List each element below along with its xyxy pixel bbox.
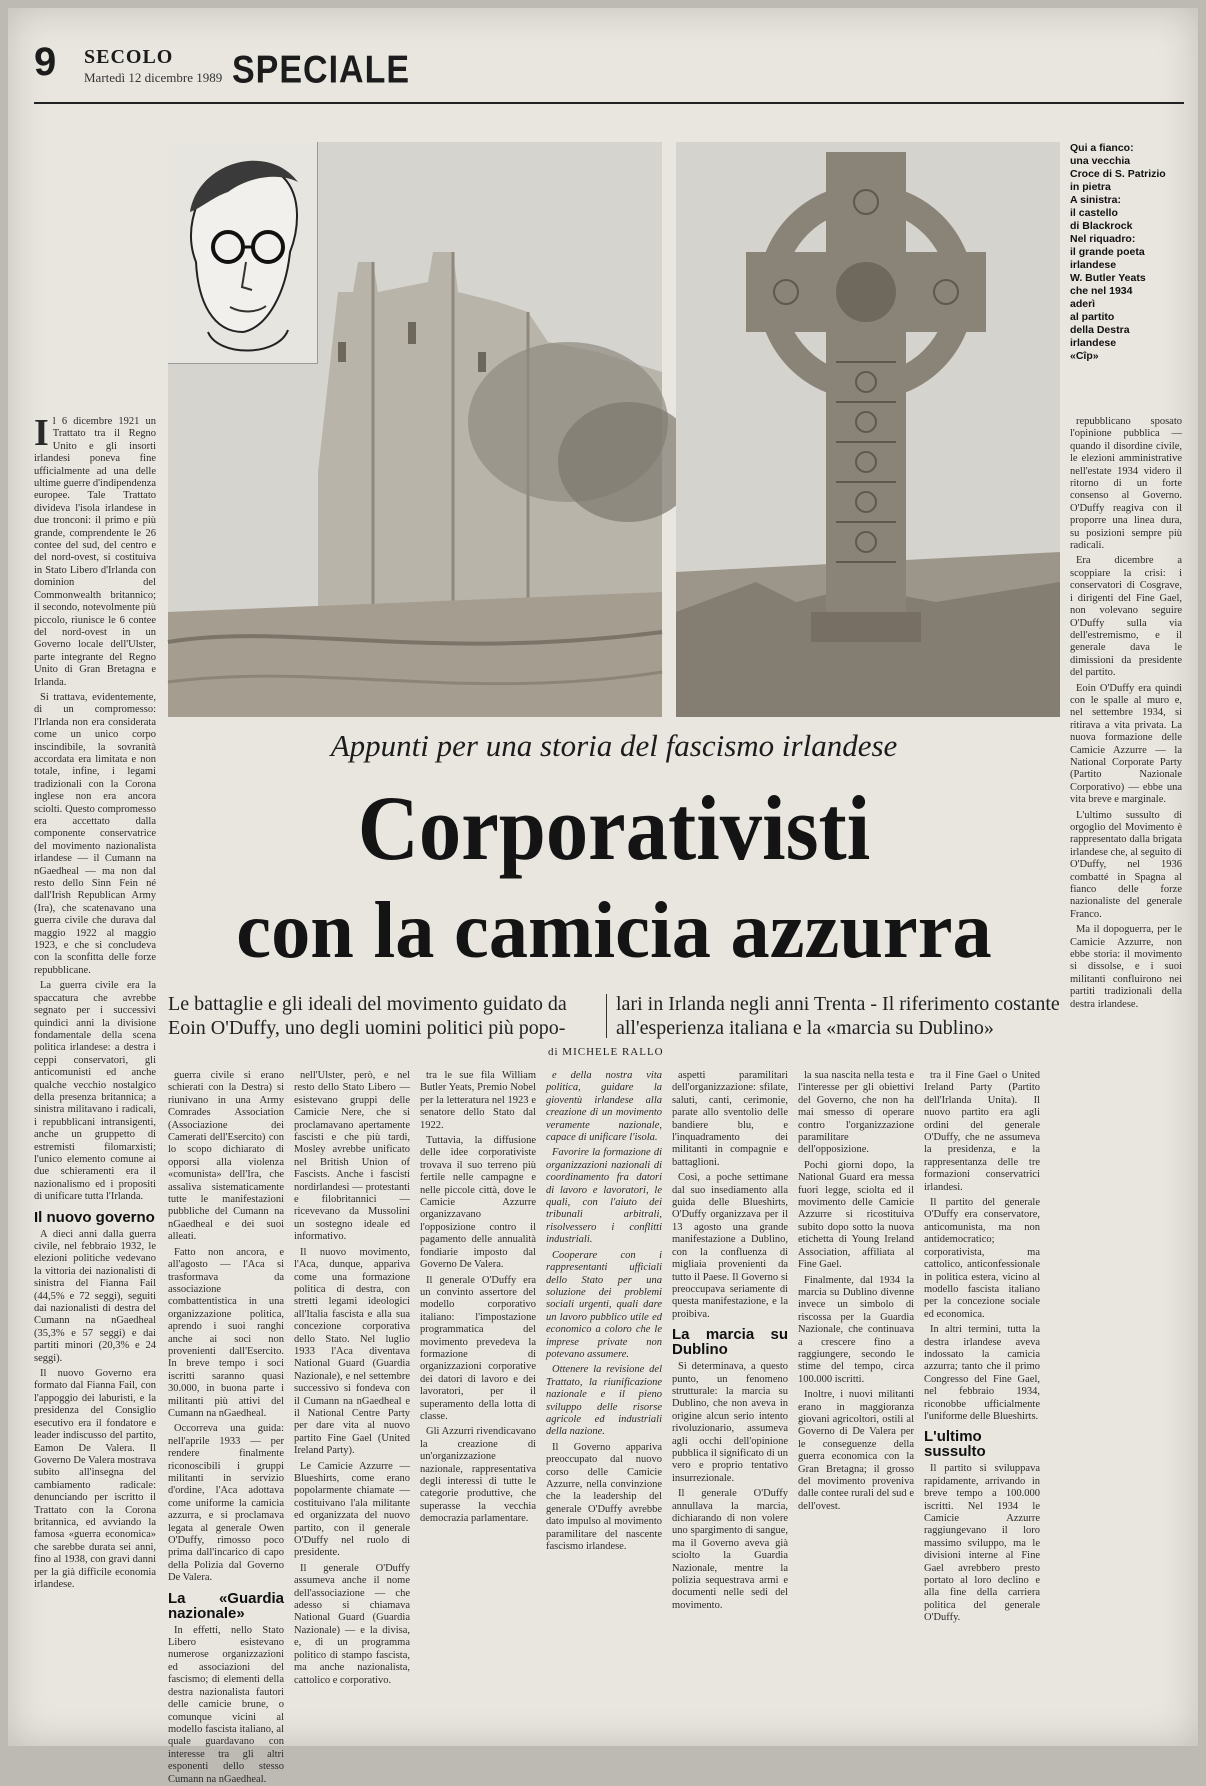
paragraph: Eoin O'Duffy era quindi con le spalle al muro e, nel settembre 1934, si ritirava a vita privata. La nuova formazione delle Camicie Azzurre — la National Corporate Party (Partito Nazionale Corporativo) — ebbe una vita breve e marginale. bbox=[1070, 682, 1182, 806]
caption-line: Qui a fianco: bbox=[1070, 142, 1134, 154]
caption-line: il castello bbox=[1070, 207, 1118, 219]
celtic-cross-photo bbox=[676, 142, 1060, 717]
masthead bbox=[34, 40, 1184, 110]
article-column-8 bbox=[924, 1070, 1040, 1726]
paragraph: Cooperare con i rappresentanti ufficiali dello Stato per una soluzione dei problemi sociali urgenti, quali dare un lavoro pubblico utile ed economico a coloro che le imprese private non potevano assumere. bbox=[546, 1249, 662, 1360]
caption-line: aderì bbox=[1070, 298, 1096, 310]
article-column-4 bbox=[420, 1070, 536, 1726]
paragraph: Inoltre, i nuovi militanti erano in maggioranza giovani agricoltori, ostili al Governo di De Valera per le conseguenze della guerra economica con la Gran Bretagna; il grosso del movimento proveniva dalle contee rurali del sud e dell'ovest. bbox=[798, 1389, 914, 1512]
headline-line-2: con la camicia azzurra bbox=[236, 887, 992, 975]
paragraph: la sua nascita nella testa e l'interesse per gli obiettivi del Governo, che non ha mai smesso di operare contro l'organizzazione paramilitare dell'opposizione. bbox=[798, 1070, 914, 1156]
paragraph: guerra civile si erano schierati con la Destra) si riunivano in una Army Comrades Association (Associazione dei Camerati dell'Esercito) con lo scopo dichiarato di opporsi alla violenza «comunista» dell'Ira, che assaliva sistematicamente tutte le manifestazioni pubbliche del Cumann na nGaedheal e dei suoi alleati. bbox=[168, 1070, 284, 1243]
article-column-1 bbox=[34, 412, 157, 1726]
paragraph: Il partito del generale O'Duffy era conservatore, anticomunista, ma non antidemocratico; corporativista, ma cattolico, anticonfessionale in politica estera, vicino al modello fascista italiano per la concezione sociale ed economica. bbox=[924, 1197, 1040, 1320]
paragraph: Il generale O'Duffy assumeva anche il nome dell'associazione — che adesso si chiamava National Guard (Guardia Nazionale) — e la divisa, e, di un programma politico di stampo fascista, ma anche nazionalista, cattolico e corporativo. bbox=[294, 1562, 410, 1686]
paragraph: Fatto non ancora, e all'agosto — l'Aca si trasformava da associazione combattentistica in una organizzazione politica, aprendo i suoi ranghi anche ai soci non provenienti dall'Esercito. In breve tempo i soci iscritti saranno quasi 30.000, in buona parte i militanti più attivi del Cumann na nGaedheal. bbox=[168, 1246, 284, 1419]
paragraph: Si determinava, a questo punto, un fenomeno strutturale: la marcia su Dublino, che non aveva in origine alcun serio intento rivoluzionario, assumeva agli occhi dell'opinione pubblica il significato di un vero e proprio tentativo insurrezionale. bbox=[672, 1361, 788, 1484]
paragraph: repubblicano sposato l'opinione pubblica — quando il disordine civile, le elezioni amministrative nell'estate 1934 videro il ritorno di un forte consenso al Governo. O'Duffy reagiva con il proporre una linea dura, su posizioni sempre più radicali. bbox=[1070, 416, 1182, 552]
paragraph: Ottenere la revisione del Trattato, la riunificazione nazionale e il pieno sviluppo delle risorse agricole ed industriali della nazione. bbox=[546, 1364, 662, 1438]
caption-line: una vecchia bbox=[1070, 155, 1131, 167]
caption-line: W. Butler Yeats bbox=[1070, 272, 1146, 284]
top-rule bbox=[34, 102, 1184, 104]
paragraph: A dieci anni dalla guerra civile, nel febbraio 1932, le elezioni politiche vedevano la vittoria dei nazionalisti di sinistra del Fianna Fail (44,5% e 72 seggi), seguiti dai nazionalisti di destra del Cumann na nGaedheal (35,3% e 57 seggi) e dai partiti minori (20,3% e 24 seggi). bbox=[34, 1228, 156, 1364]
byline: di MICHELE RALLO bbox=[548, 1046, 664, 1058]
paragraph: Ma il dopoguerra, per le Camicie Azzurre, non ebbe storia: il movimento si dissolse, e i suoi militanti confluirono nei partiti tradizionali della destra irlandese. bbox=[1070, 924, 1182, 1010]
portrait-illustration bbox=[168, 142, 318, 364]
article-column-9 bbox=[1070, 416, 1182, 1726]
caption-line: irlandese bbox=[1070, 259, 1117, 271]
drop-cap: I bbox=[34, 412, 49, 454]
caption-line: irlandese bbox=[1070, 337, 1117, 349]
subheadline-right: lari in Irlanda negli anni Trenta - Il riferimento costante all'esperienza italiana e la «marcia su Dublino» bbox=[616, 993, 1060, 1039]
article-column-5 bbox=[546, 1070, 662, 1726]
caption-line: di Blackrock bbox=[1070, 220, 1133, 232]
paragraph: Il generale O'Duffy era un convinto assertore del modello corporativo italiano: l'impostazione programmatica del movimento prevedeva la formazione di organizzazioni corporative dei datori di lavoro e dei lavoratori, per il superamento della lotta di classe. bbox=[420, 1274, 536, 1422]
paragraph: Il partito si sviluppava rapidamente, arrivando in breve tempo a 100.000 iscritti. Nel 1934 le Camicie Azzurre raggiungevano il loro massimo sviluppo, ma le divisioni interne al Fine Gael avrebbero presto portato al loro declino e alla fine della carriera politica del generale O'Duffy. bbox=[924, 1463, 1040, 1624]
section-subheading: Il nuovo governo bbox=[34, 1208, 155, 1226]
paragraph: e della nostra vita politica, guidare la gioventù irlandese alla creazione di un movimento veramente nazionale, capace di unificare l'isola. bbox=[546, 1070, 662, 1144]
yeats-portrait bbox=[168, 142, 318, 364]
article-column-2 bbox=[168, 1070, 284, 1785]
article-column-7 bbox=[798, 1070, 914, 1726]
caption-line: A sinistra: bbox=[1070, 194, 1121, 206]
paragraph: L'ultimo sussulto di orgoglio del Movimento è rappresentato dalla brigata irlandese che, al seguito di O'Duffy, nel 1936 combatté in Spagna al fianco delle forze nazionaliste del generale Franco. bbox=[1070, 809, 1182, 920]
section-title: SPECIALE bbox=[232, 48, 411, 92]
paragraph: Si trattava, evidentemente, di un compromesso: l'Irlanda non era considerata come un unico corpo inscindibile, la sovranità accordata era limitata e non totale, infine, i legami tradizionali con la Corona inglese non era ancora sciolti. Questo compromesso era accettato dalla componente conservatrice del movimento nazionalista irlandese — il Cumann na nGaedheal — ma non dal resto dello Sinn Fein né dall'Irish Republican Army (Ira), che scatenavano una guerra civile che durava dal maggio 1922 al maggio 1923, e che si concludeva con la sconfitta delle forze repubblicane. bbox=[34, 691, 156, 976]
caption-line: il grande poeta bbox=[1070, 246, 1145, 258]
castle-photo bbox=[168, 142, 662, 717]
paragraph: aspetti paramilitari dell'organizzazione: sfilate, saluti, canti, cerimonie, parate allo sventolio delle bandiere blu, e l'inquadramento dei militanti in compagnie e battaglioni. bbox=[672, 1070, 788, 1168]
paragraph: Occorreva una guida: nell'aprile 1933 — per rendere finalmente riconoscibili i gruppi militanti in servizio d'ordine, l'Aca adottava come uniforme la camicia azzurra, e si proclamava legata al generale Owen O'Duffy, rimosso poco prima dall'incarico di capo della Polizia dal Governo De Valera. bbox=[168, 1423, 284, 1584]
caption-line: «Cîp» bbox=[1070, 350, 1099, 362]
paragraph: Il nuovo movimento, l'Aca, dunque, appariva come una formazione politica di destra, con stretti legami ideologici all'Italia fascista e alla sua concezione corporativa dello Stato. Nel luglio 1933 l'Aca diventava National Guard (Guardia Nazionale), e nel settembre successivo si fondeva con il Cumann na nGaedheal e il National Centre Party per dare vita al nuovo partito Fine Gael (United Ireland Party). bbox=[294, 1246, 410, 1457]
paragraph: tra il Fine Gael o United Ireland Party (Partito dell'Irlanda Unita). Il nuovo partito era agli ordini del generale O'Duffy, che ne assumeva la presidenza, e la rappresentanza delle tre formazioni conservatrici irlandesi. bbox=[924, 1070, 1040, 1193]
caption-line: al partito bbox=[1070, 311, 1115, 323]
cross-illustration bbox=[676, 142, 1060, 717]
headline-line-1: Corporativisti bbox=[357, 777, 871, 879]
paragraph: In altri termini, tutta la destra irlandese aveva indossato la camicia azzurra; tanto che il primo Congresso del Fine Gael, nel febbraio 1934, riconobbe ufficialmente l'uniforme delle Blueshirts. bbox=[924, 1324, 1040, 1422]
paragraph: Favorire la formazione di organizzazioni nazionali di coordinamento fra datori di lavoro e lavoratori, le quali, con l'aiuto dei tribunali arbitrali, risolvessero i conflitti industriali. bbox=[546, 1147, 662, 1246]
photo-caption bbox=[1070, 142, 1180, 363]
caption-line: Croce di S. Patrizio bbox=[1070, 168, 1166, 180]
paragraph: Le Camicie Azzurre — Blueshirts, come erano popolarmente chiamate — costituivano l'ala militante ed organizzata del nuovo partito, con il generale O'Duffy nel ruolo di presidente. bbox=[294, 1460, 410, 1559]
subheadline-left: Le battaglie e gli ideali del movimento guidato da Eoin O'Duffy, uno degli uomini politici più popo- bbox=[168, 993, 567, 1039]
paragraph: tra le sue fila William Butler Yeats, Premio Nobel per la letteratura nel 1923 e senatore dello Stato dal 1922. bbox=[420, 1070, 536, 1131]
paragraph: Pochi giorni dopo, la National Guard era messa fuori legge, sciolta ed il movimento delle Camicie Azzurre si ricostituiva subito dopo sotto la nuova etichetta di Young Ireland Association, affiliata al Fine Gael. bbox=[798, 1159, 914, 1271]
article-column-6 bbox=[672, 1070, 788, 1726]
paragraph: Era dicembre a scoppiare la crisi: i conservatori di Cosgrave, i dirigenti del Fine Gael, non volevano seguire O'Duffy sulla via dell'estremismo, e il generale dava le dimissioni da presidente del partito. bbox=[1070, 555, 1182, 679]
kicker: Appunti per una storia del fascismo irlandese bbox=[330, 728, 898, 763]
newspaper-page bbox=[8, 8, 1198, 1785]
paragraph: La guerra civile era la spaccatura che avrebbe segnato per i successivi quindici anni la divisione fondamentale della scena politica irlandese: a destra i ceppi conservatori, gli anticomunisti ed anche qualche vecchio nostalgico della presenza britannica; a sinistra militavano i radicali, i repubblicani intransigenti, anche un gruppetto di estremisti filomarxisti; l'unico elemento comune ai due schieramenti era il nazionalismo ed i propositi di unificare tutta l'Irlanda. bbox=[34, 980, 156, 1203]
paragraph: In effetti, nello Stato Libero esistevano numerose organizzazioni ed associazioni del fascismo; di elementi della destra nazionalista fautori delle camicie brune, o comunque vicini al modello fascista italiano, al quale guardavano con interesse tra gli altri esponenti dello stesso Cumann na nGaedheal. bbox=[168, 1624, 284, 1785]
subheadline-divider bbox=[606, 994, 607, 1038]
section-subheading: La marcia su Dublino bbox=[672, 1326, 788, 1359]
paragraph: l 6 dicembre 1921 un Trattato tra il Regno Unito e gli insorti irlandesi poneva fine ufficialmente ad una delle ultime guerre d'indipendenza europee. Tale Trattato divideva l'isola irlandese in due tronconi: il primo e più grande, comprendente le 26 contee del sud, del centro e del nord-ovest, si costituiva in Stato Libero d'Irlanda con dominion del Commonwealth britannico; il secondo, notevolmente più piccolo, riunisce le 6 contee del nord-ovest in un Governo locale dell'Ulster, parte integrante del Regno Unito di Gran Bretagna e Irlanda. bbox=[34, 416, 157, 688]
article-column-3 bbox=[294, 1070, 410, 1726]
paragraph: Il nuovo Governo era formato dal Fianna Fail, con l'appoggio dei laburisti, e la presidenza del Consiglio esecutivo era il fondatore e leader indiscusso del partito, Eamon De Valera. Il Governo De Valera mostrava subito all'insegna del cambiamento radicale: denunciando per iscritto il Trattato con la Corona britannica, ed avviando la famosa «guerra economica» che sarebbe durata sei anni, fino al 1938, con gravi danni per la già difficile economia irlandese. bbox=[34, 1368, 156, 1590]
caption-line: che nel 1934 bbox=[1070, 285, 1133, 297]
section-subheading: La «Guardia nazionale» bbox=[168, 1589, 284, 1622]
page-number: 9 bbox=[34, 40, 57, 84]
paragraph: nell'Ulster, però, e nel resto dello Stato Libero — esistevano gruppi delle Camicie Nere, che si proclamavano apertamente fascisti e che più tardi, Mosley avrebbe unificato nel British Union of Fascists. Anche i fascisti nordirlandesi — protestanti e filobritannici — ricevevano da Mussolini un sostegno ideale ed informativo. bbox=[294, 1070, 410, 1243]
paragraph: Così, a poche settimane dal suo insediamento alla guida delle Blueshirts, O'Duffy organizzava per il 13 agosto una grande manifestazione a Dublino, con la confluenza di migliaia provenienti da tutto il Paese. Il Governo si preoccupava seriamente di questa manifestazione, e la proibiva. bbox=[672, 1172, 788, 1320]
issue-date: Martedì 12 dicembre 1989 bbox=[84, 70, 223, 85]
paragraph: Gli Azzurri rivendicavano la creazione di un'organizzazione nazionale, rappresentativa degli interessi di tutte le categorie produttive, che superasse la vecchia democrazia parlamentare. bbox=[420, 1426, 536, 1525]
paper-name: SECOLO bbox=[84, 46, 174, 68]
paragraph: Finalmente, dal 1934 la marcia su Dublino divenne invece un simbolo di riscossa per la Guardia Nazionale, che continuava a crescere fino a raggiungere, secondo le stime del tempo, circa 100.000 iscritti. bbox=[798, 1274, 914, 1385]
paragraph: Tuttavia, la diffusione delle idee corporativiste trovava il suo terreno più fertile nelle campagne e nelle piccole città, dove le Camicie Azzurre organizzavano l'opposizione contro il pagamento delle annualità fondiarie imposto dal Governo De Valera. bbox=[420, 1135, 536, 1271]
paragraph: Il Governo appariva preoccupato dal nuovo corso delle Camicie Azzurre, nella convinzione che la leadership del generale O'Duffy avrebbe dato impulso al movimento paramilitare del nascente fascismo irlandese. bbox=[546, 1441, 662, 1553]
caption-line: in pietra bbox=[1070, 181, 1111, 193]
caption-line: della Destra bbox=[1070, 324, 1130, 336]
paragraph: Il generale O'Duffy annullava la marcia, dichiarando di non volere uno spargimento di sangue, ma il Governo aveva già sciolto la Guardia Nazionale, mentre la polizia sequestrava armi e documenti nelle sedi del movimento. bbox=[672, 1488, 788, 1611]
caption-line: Nel riquadro: bbox=[1070, 233, 1136, 245]
section-subheading: L'ultimo sussulto bbox=[924, 1428, 986, 1461]
